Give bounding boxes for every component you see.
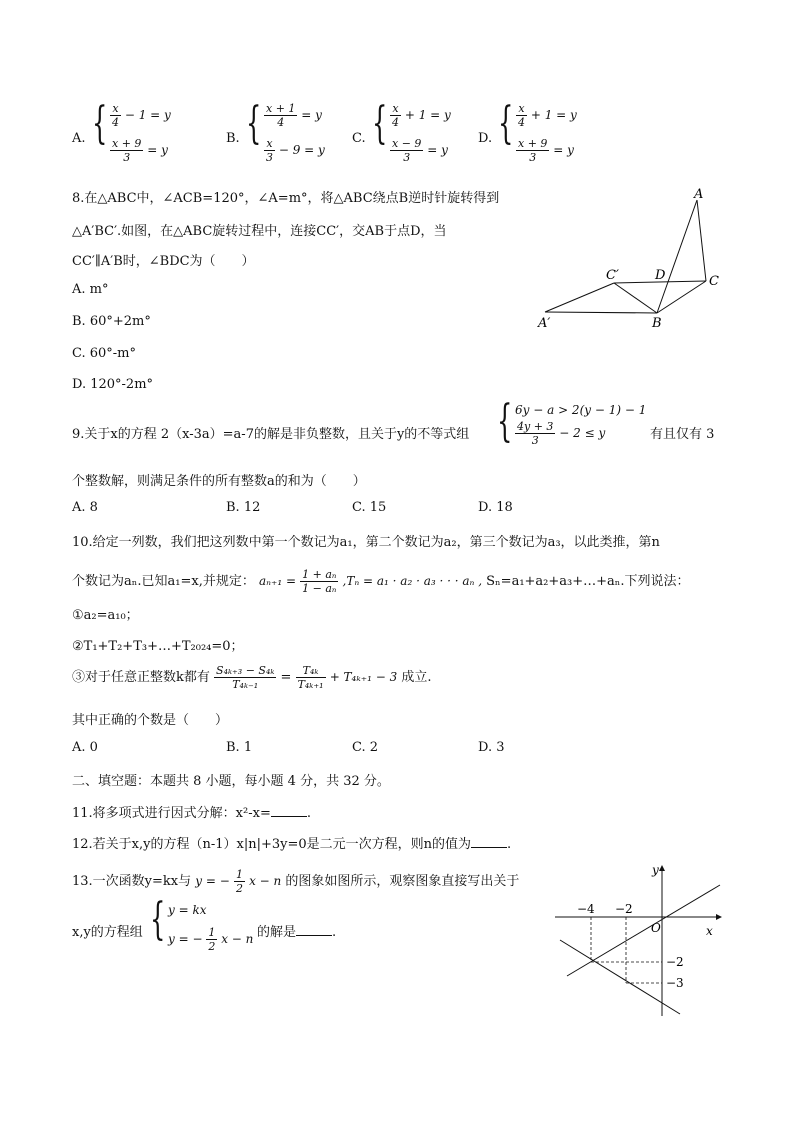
q13-label-origin: O xyxy=(651,921,661,935)
q13-system-eq1: y = kx xyxy=(168,903,207,917)
q8-figure xyxy=(530,185,730,335)
q10-statement-2: ②T₁+T₂+T₃+…+T₂₀₂₄=0； xyxy=(72,639,244,654)
q7-option-b-label: B. xyxy=(226,131,240,146)
q9-brace: { xyxy=(497,396,513,447)
q13-graph xyxy=(555,858,730,1018)
q13-label-y-neg2: −2 xyxy=(666,955,684,969)
q13-label-x-neg4: −4 xyxy=(577,902,595,916)
q11-answer-blank[interactable] xyxy=(271,816,307,817)
q8-label-a-prime: A′ xyxy=(538,316,551,331)
q9-text-after: 有且仅有 3 xyxy=(650,427,715,442)
q13-label-y: y xyxy=(652,863,659,877)
q13-system-eq2: y = − $\frac{1}{2}$ x − n xyxy=(168,926,254,953)
q8-label-d: D xyxy=(655,268,666,283)
q10-option-d[interactable]: D. 3 xyxy=(478,740,505,755)
q8-label-b: B xyxy=(652,316,662,331)
q13-answer-blank[interactable] xyxy=(296,935,332,936)
q9-line-2: 个整数解，则满足条件的所有整数a的和为（ ） xyxy=(72,474,366,489)
q7-option-a-eq2: $\frac{x + 9}{3}$ = y xyxy=(112,137,168,164)
q7-option-a-brace: { xyxy=(92,98,108,149)
q8-segment-a-prime-c-prime xyxy=(545,283,614,312)
q9-option-b[interactable]: B. 12 xyxy=(226,500,261,515)
q7-option-d-brace: { xyxy=(498,98,514,149)
q7-option-d-eq2: $\frac{x + 9}{3}$ = y xyxy=(518,137,574,164)
q10-question: 其中正确的个数是（ ） xyxy=(72,713,229,728)
q8-segment-a-prime-b xyxy=(545,312,657,313)
q8-segment-bc xyxy=(657,281,706,313)
q8-label-c: C xyxy=(709,274,719,289)
q9-inequality-1: 6y − a > 2(y − 1) − 1 xyxy=(515,403,647,417)
q10-option-b[interactable]: B. 1 xyxy=(226,740,253,755)
q8-option-b[interactable]: B. 60°+2m° xyxy=(72,314,151,329)
q8-option-a[interactable]: A. m° xyxy=(72,282,109,297)
q13-label-y-neg3: −3 xyxy=(666,976,684,990)
q12-answer-blank[interactable] xyxy=(471,847,507,848)
q8-option-c[interactable]: C. 60°-m° xyxy=(72,346,137,361)
q10-option-a[interactable]: A. 0 xyxy=(72,740,98,755)
q7-option-d-eq1: $\frac{x}{4}$ + 1 = y xyxy=(518,102,577,129)
q7-option-c-brace: { xyxy=(372,98,388,149)
q7-option-b-brace: { xyxy=(246,98,262,149)
q7-option-c-eq1: $\frac{x}{4}$ + 1 = y xyxy=(392,102,451,129)
q13-line-2-b: 的解是 . xyxy=(257,925,337,940)
q9-option-d[interactable]: D. 18 xyxy=(478,500,513,515)
q7-option-a-label: A. xyxy=(72,131,86,146)
q7-option-b-eq1: $\frac{x + 1}{4}$ = y xyxy=(266,102,322,129)
q9-text-before: 9.关于x的方程 2（x-3a）=a-7的解是非负整数，且关于y的不等式组 xyxy=(72,427,470,442)
q9-inequality-2: $\frac{4y + 3}{3}$ − 2 ≤ y xyxy=(517,420,606,447)
q10-option-c[interactable]: C. 2 xyxy=(352,740,379,755)
q8-segment-ac xyxy=(697,200,706,281)
q7-option-d-label: D. xyxy=(478,131,493,146)
q13-label-x-neg2: −2 xyxy=(615,902,633,916)
q10-statement-3: ③对于任意正整数k都有 $\frac{\text{S₄ₖ₊₃ − S₄ₖ}}{\text{T₄ₖ₋₁}}$ = $\frac{\text{T₄ₖ}}{\text{T₄ₖ₊₁}}$ + T₄ₖ₊₁ − 3 成立. xyxy=(72,664,432,691)
q8-segment-ab xyxy=(657,200,697,313)
q9-option-a[interactable]: A. 8 xyxy=(72,500,98,515)
q13-brace: { xyxy=(150,894,166,945)
q8-option-d[interactable]: D. 120°-2m° xyxy=(72,377,154,392)
section-2-heading: 二、填空题：本题共 8 小题，每小题 4 分，共 32 分。 xyxy=(72,774,390,789)
q10-line-2: 个数记为aₙ.已知a₁=x,并规定： aₙ₊₁ = $\frac{\text{1 + aₙ}}{\text{1 − aₙ}}$ ,Tₙ = a₁ · a₂ · a₃ · · · aₙ , Sₙ=a₁+a₂+a₃+…+aₙ.下列说法： xyxy=(72,568,690,595)
q9-option-c[interactable]: C. 15 xyxy=(352,500,387,515)
q8-line-1: 8.在△ABC中，∠ACB=120°，∠A=m°，将△ABC绕点B逆时针旋转得到 xyxy=(72,191,500,206)
q11: 11.将多项式进行因式分解：x²-x= . xyxy=(72,806,311,821)
q12: 12.若关于x,y的方程（n-1）x|n|+3y=0是二元一次方程，则n的值为 . xyxy=(72,837,512,852)
q8-label-c-prime: C′ xyxy=(606,268,619,283)
q13-line-2-a: x,y的方程组 xyxy=(72,925,143,940)
q13-label-x: x xyxy=(706,924,713,938)
q7-option-b-eq2: $\frac{x}{3}$ − 9 = y xyxy=(266,137,325,164)
q10-statement-1: ①a₂=a₁₀； xyxy=(72,608,139,623)
q8-line-2: △A′BC′.如图，在△ABC旋转过程中，连接CC′，交AB于点D，当 xyxy=(72,224,447,239)
q13-line-1: 13.一次函数y=kx与 y = − $\frac{1}{2}$ x − n 的图象如图所示，观察图象直接写出关于 xyxy=(72,868,520,895)
q8-line-3: CC′∥A′B时，∠BDC为（ ） xyxy=(72,254,255,269)
q7-option-a-eq1: $\frac{x}{4}$ − 1 = y xyxy=(112,102,171,129)
q8-segment-c-prime-b xyxy=(614,283,657,313)
q7-option-c-eq2: $\frac{x - 9}{3}$ = y xyxy=(392,137,448,164)
q10-line-1: 10.给定一列数，我们把这列数中第一个数记为a₁，第二个数记为a₂，第三个数记为a₃，以此类推，第n xyxy=(72,535,660,550)
q7-option-c-label: C. xyxy=(352,131,366,146)
q8-label-a: A xyxy=(694,187,704,202)
